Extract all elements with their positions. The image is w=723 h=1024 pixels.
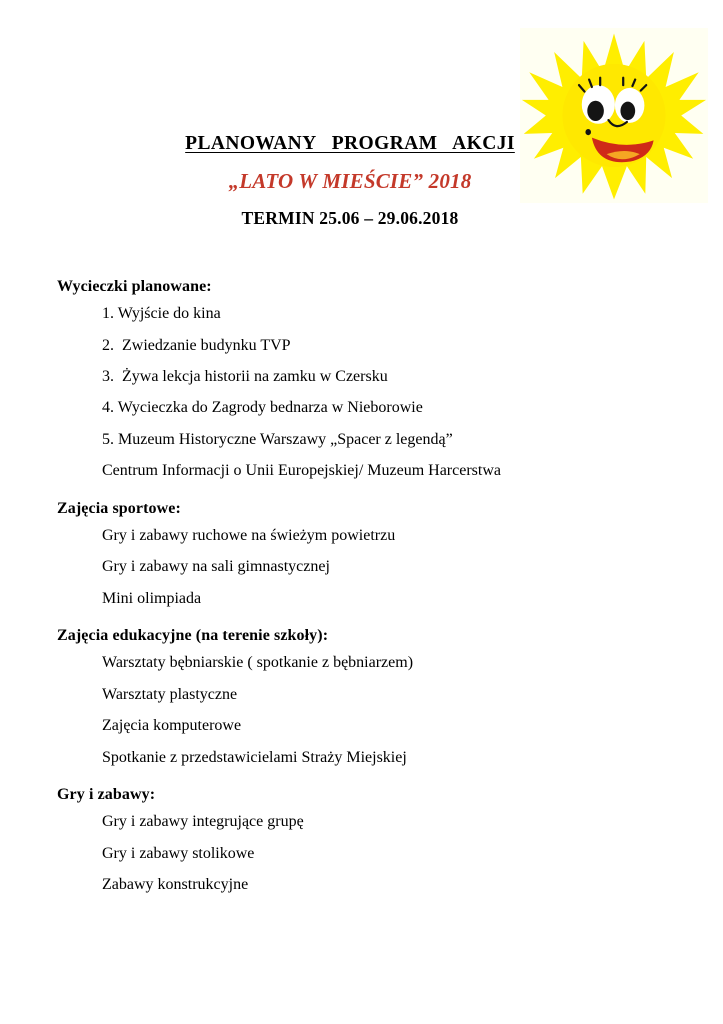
list-item: 5. Muzeum Historyczne Warszawy „Spacer z legendą” [102, 430, 453, 448]
term-dates: TERMIN 25.06 – 29.06.2018 [241, 207, 459, 228]
section-heading: Gry i zabawy: [57, 786, 156, 804]
section-item-list [57, 525, 657, 609]
list-item: Zajęcia komputerowe [102, 717, 242, 735]
section-heading: Zajęcia edukacyjne (na terenie szkoły): [57, 627, 329, 645]
list-item: Warsztaty plastyczne [102, 685, 238, 703]
list-item: Mini olimpiada [102, 589, 202, 607]
section-item-list [57, 303, 657, 482]
section-sportowe [57, 498, 657, 609]
section-heading: Wycieczki planowane: [57, 278, 212, 295]
section-heading: Zajęcia sportowe: [57, 499, 181, 517]
section-item-list [57, 811, 657, 895]
list-item: Warsztaty bębniarskie ( spotkanie z bębniarzem) [102, 654, 414, 672]
list-item: Gry i zabawy ruchowe na świeżym powietrzu [102, 526, 396, 544]
list-item: 1. Wyjście do kina [102, 305, 221, 323]
page-title: PLANOWANY PROGRAM AKCJI [185, 133, 515, 154]
list-item: 3. Żywa lekcja historii na zamku w Czersku [102, 367, 388, 385]
document-body [57, 276, 657, 895]
section-wycieczki [57, 276, 657, 482]
section-edukacyjne [57, 625, 657, 768]
list-item: 2. Zwiedzanie budynku TVP [102, 336, 291, 354]
title-block [0, 132, 700, 230]
list-item: Gry i zabawy integrujące grupę [102, 813, 304, 831]
page-subtitle: „LATO W MIEŚCIE” 2018 [228, 169, 472, 194]
list-item: Gry i zabawy stolikowe [102, 844, 255, 862]
section-item-list [57, 652, 657, 768]
list-item: Zabawy konstrukcyjne [102, 876, 249, 893]
list-item: Spotkanie z przedstawicielami Straży Miejskiej [102, 748, 407, 766]
list-item: 4. Wycieczka do Zagrody bednarza w Nieborowie [102, 399, 423, 417]
list-item: Gry i zabawy na sali gimnastycznej [102, 558, 330, 576]
list-item: Centrum Informacji o Unii Europejskiej/ Muzeum Harcerstwa [102, 462, 501, 480]
section-gry-i-zabawy [57, 784, 657, 895]
